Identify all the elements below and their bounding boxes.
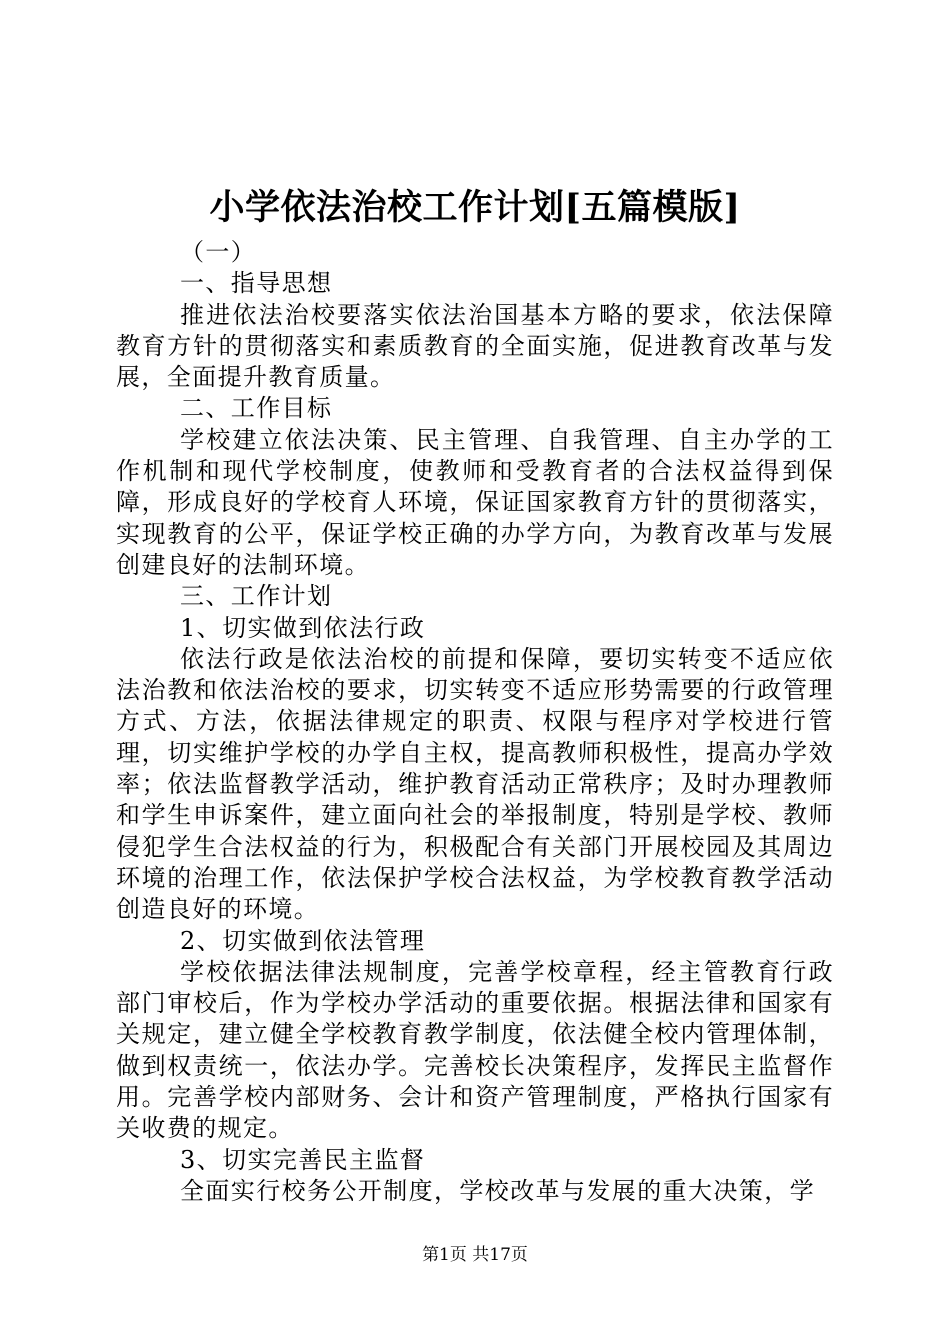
page-footer: 第1页 共17页 (422, 1245, 528, 1265)
document-body (116, 237, 834, 1207)
section-marker: （一） (180, 238, 257, 266)
heading-work-goals: 二、工作目标 (180, 394, 333, 423)
subheading-administration: 1、切实做到依法行政 (180, 613, 426, 642)
paragraph-management: 学校依据法律法规制度，完善学校章程，经主管教育行政部门审校后，作为学校办学活动的重要依据。根据法律和国家有关规定，建立健全学校教育教学制度，依法健全校内管理体制，做到权责统一，依法办学。完善校长决策程序，发挥民主监督作用。完善学校内部财务、会计和资产管理制度，严格执行国家有关收费的规定。 (116, 957, 834, 1143)
heading-guiding-ideology: 一、指导思想 (180, 269, 333, 298)
document-title: 小学依法治校工作计划[五篇模版] (209, 187, 741, 228)
paragraph-guiding-ideology: 推进依法治校要落实依法治国基本方略的要求，依法保障教育方针的贯彻落实和素质教育的全面实施，促进教育改革与发展，全面提升教育质量。 (116, 300, 834, 392)
paragraph-supervision: 全面实行校务公开制度，学校改革与发展的重大决策，学 (180, 1176, 815, 1205)
subheading-supervision: 3、切实完善民主监督 (180, 1145, 426, 1174)
subheading-management: 2、切实做到依法管理 (180, 926, 426, 955)
paragraph-administration: 依法行政是依法治校的前提和保障，要切实转变不适应依法治教和依法治校的要求，切实转变不适应形势需要的行政管理方式、方法，依据法律规定的职责、权限与程序对学校进行管理，切实维护学校的办学自主权，提高教师积极性，提高办学效率；依法监督教学活动，维护教育活动正常秩序；及时办理教师和学生申诉案件，建立面向社会的举报制度，特别是学校、教师侵犯学生合法权益的行为，积极配合有关部门开展校园及其周边环境的治理工作，依法保护学校合法权益，为学校教育教学活动创造良好的环境。 (116, 644, 834, 924)
paragraph-work-goals: 学校建立依法决策、民主管理、自我管理、自主办学的工作机制和现代学校制度，使教师和受教育者的合法权益得到保障，形成良好的学校育人环境，保证国家教育方针的贯彻落实，实现教育的公平，保证学校正确的办学方向，为教育改革与发展创建良好的法制环境。 (116, 425, 834, 579)
heading-work-plan: 三、工作计划 (180, 582, 333, 611)
